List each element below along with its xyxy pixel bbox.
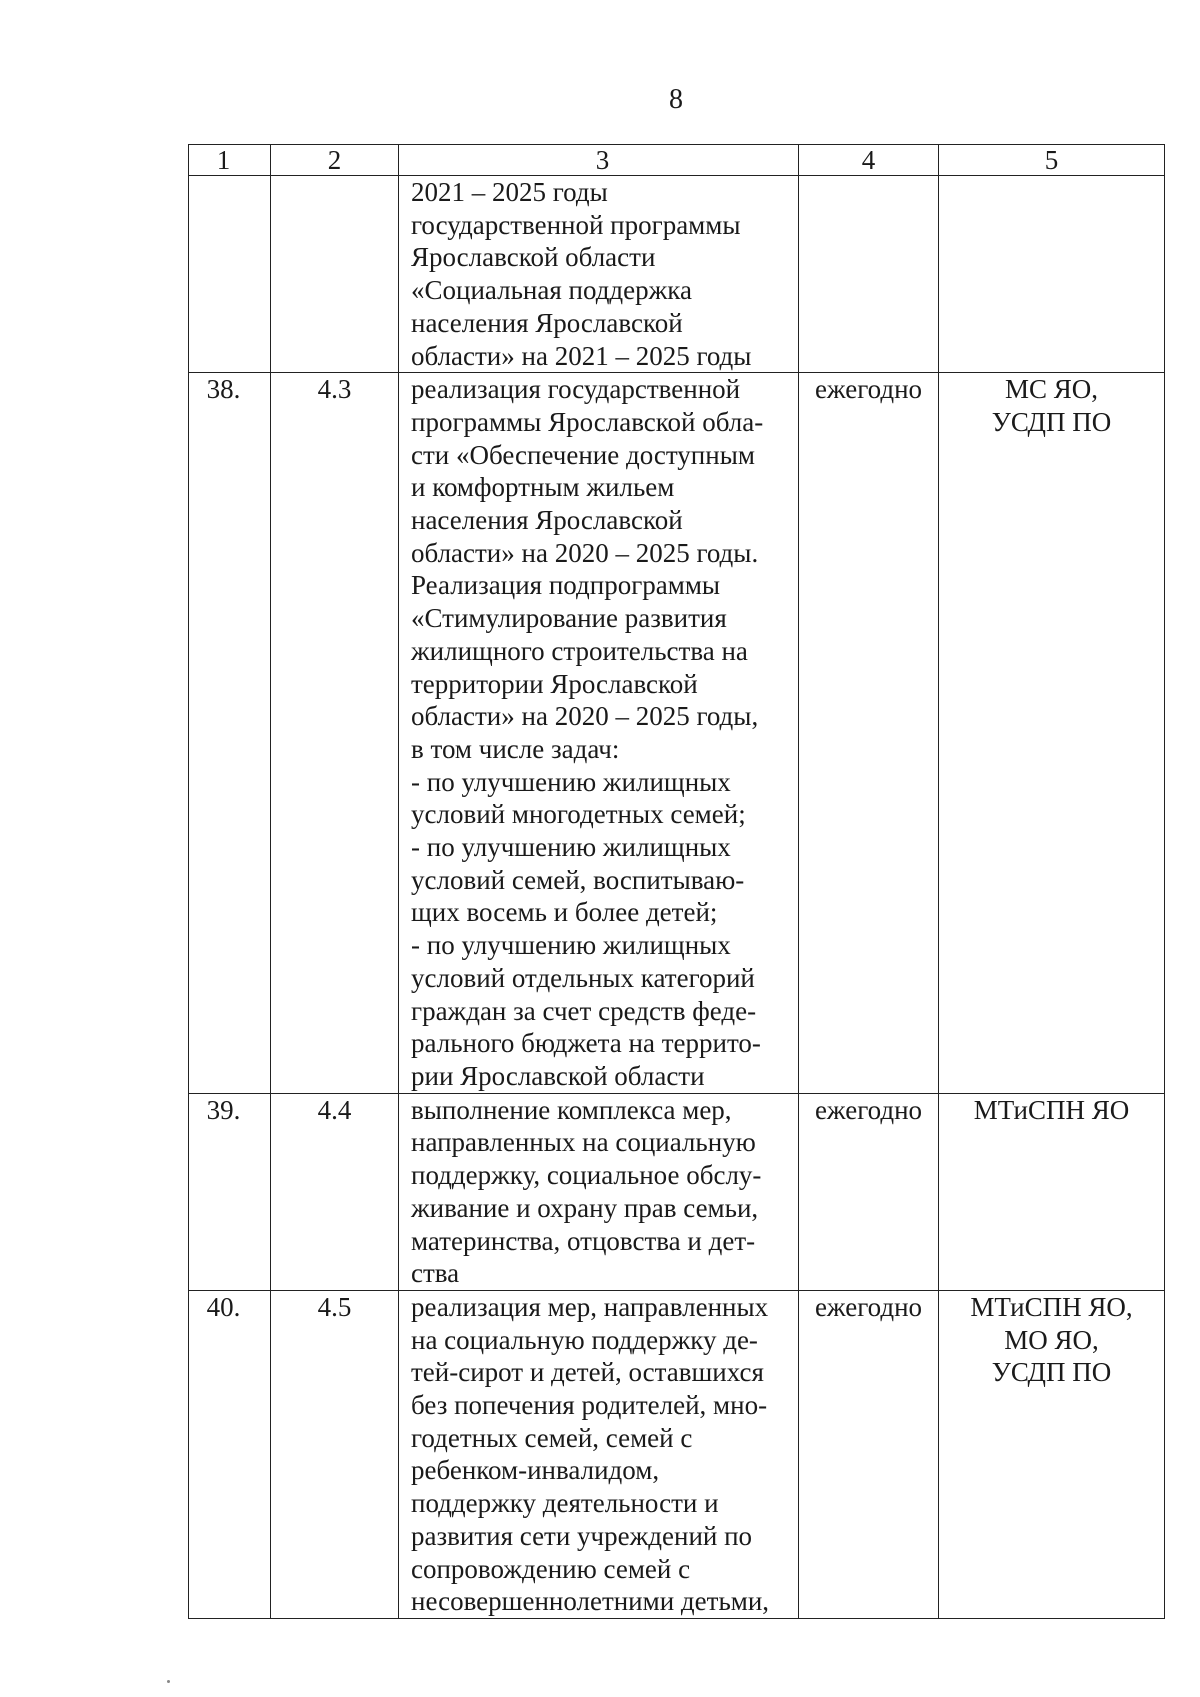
table-row (189, 1093, 1165, 1290)
description-line: поддержку, социальное обслу- (411, 1160, 762, 1191)
description-line: Реализация подпрограммы (411, 570, 721, 601)
row-code (271, 176, 399, 373)
row-executors (939, 1093, 1165, 1290)
description-line: программы Ярославской обла- (411, 406, 764, 437)
row-number: 39. (189, 1093, 271, 1290)
executor-line: МО ЯО, (1004, 1324, 1099, 1355)
description-line: населения Ярославской (411, 307, 683, 338)
page-number: 8 (669, 84, 683, 115)
description-line: материнства, отцовства и дет- (411, 1225, 756, 1256)
row-period (799, 176, 939, 373)
description-line: «Социальная поддержка (411, 275, 692, 306)
description-line: поддержку деятельности и (411, 1488, 719, 1519)
description-line: реализация государственной (411, 374, 741, 405)
table-row (189, 176, 1165, 373)
column-header-1: 1 (189, 145, 271, 176)
description-line: области» на 2020 – 2025 годы, (411, 701, 759, 732)
executor-line: МТиСПН ЯО, (970, 1291, 1133, 1322)
description-line: условий многодетных семей; (411, 799, 746, 830)
description-line: в том числе задач: (411, 733, 620, 764)
description-line: ребенком-инвалидом, (411, 1455, 660, 1486)
description-line: направленных на социальную (411, 1127, 756, 1158)
description-line: рального бюджета на террито- (411, 1028, 761, 1059)
description-line: области» на 2020 – 2025 годы. (411, 537, 759, 568)
row-number: 40. (189, 1290, 271, 1618)
description-line: государственной программы (411, 209, 741, 240)
row-code: 4.4 (271, 1093, 399, 1290)
description-line: условий отдельных категорий (411, 962, 755, 993)
description-line: ства (411, 1258, 460, 1289)
description-line: щих восемь и более детей; (411, 897, 718, 928)
description-line: тей-сирот и детей, оставшихся (411, 1357, 764, 1388)
row-description (399, 373, 799, 1093)
column-header-4: 4 (799, 145, 939, 176)
row-period: ежегодно (799, 1290, 939, 1618)
description-line: «Стимулирование развития (411, 603, 727, 634)
description-line: без попечения родителей, мно- (411, 1390, 768, 1421)
column-header-3: 3 (399, 145, 799, 176)
row-code: 4.5 (271, 1290, 399, 1618)
row-executors (939, 373, 1165, 1093)
description-line: населения Ярославской (411, 505, 683, 536)
description-line: территории Ярославской (411, 668, 698, 699)
description-line: реализация мер, направленных (411, 1291, 769, 1322)
description-line: выполнение комплекса мер, (411, 1094, 732, 1125)
description-line: граждан за счет средств феде- (411, 995, 757, 1026)
column-header-5: 5 (939, 145, 1165, 176)
description-line: Ярославской области (411, 242, 656, 273)
executor-line: МС ЯО, (1004, 374, 1099, 405)
table-row (189, 373, 1165, 1093)
description-line: сти «Обеспечение доступным (411, 439, 755, 470)
description-line: - по улучшению жилищных (411, 930, 731, 961)
description-line: сопровождению семей с (411, 1553, 691, 1584)
row-description (399, 1290, 799, 1618)
description-line: годетных семей, семей с (411, 1422, 693, 1453)
description-line: несовершеннолетними детьми, (411, 1586, 770, 1617)
description-line: - по улучшению жилищных (411, 766, 731, 797)
row-executors (939, 176, 1165, 373)
description-line: области» на 2021 – 2025 годы (411, 340, 752, 371)
column-header-2: 2 (271, 145, 399, 176)
row-description (399, 176, 799, 373)
description-line: 2021 – 2025 годы (411, 177, 608, 207)
description-line: рии Ярославской области (411, 1060, 705, 1091)
row-code: 4.3 (271, 373, 399, 1093)
table-header-row (189, 145, 1165, 176)
description-line: развития сети учреждений по (411, 1520, 753, 1551)
description-line: на социальную поддержку де- (411, 1324, 758, 1355)
plan-table (188, 144, 1165, 1619)
row-period: ежегодно (799, 373, 939, 1093)
executor-line: МТиСПН ЯО (973, 1094, 1130, 1125)
description-line: условий семей, воспитываю- (411, 864, 745, 895)
row-executors (939, 1290, 1165, 1618)
description-line: жилищного строительства на (411, 635, 748, 666)
description-line: живание и охрану прав семьи, (411, 1192, 759, 1223)
description-line: - по улучшению жилищных (411, 832, 731, 863)
executor-line: УСДП ПО (991, 1357, 1112, 1388)
executor-line: УСДП ПО (991, 406, 1112, 437)
row-period: ежегодно (799, 1093, 939, 1290)
row-number (189, 176, 271, 373)
scan-speck (167, 1680, 170, 1683)
description-line: и комфортным жильем (411, 472, 675, 503)
table-row (189, 1290, 1165, 1618)
row-description (399, 1093, 799, 1290)
row-number: 38. (189, 373, 271, 1093)
